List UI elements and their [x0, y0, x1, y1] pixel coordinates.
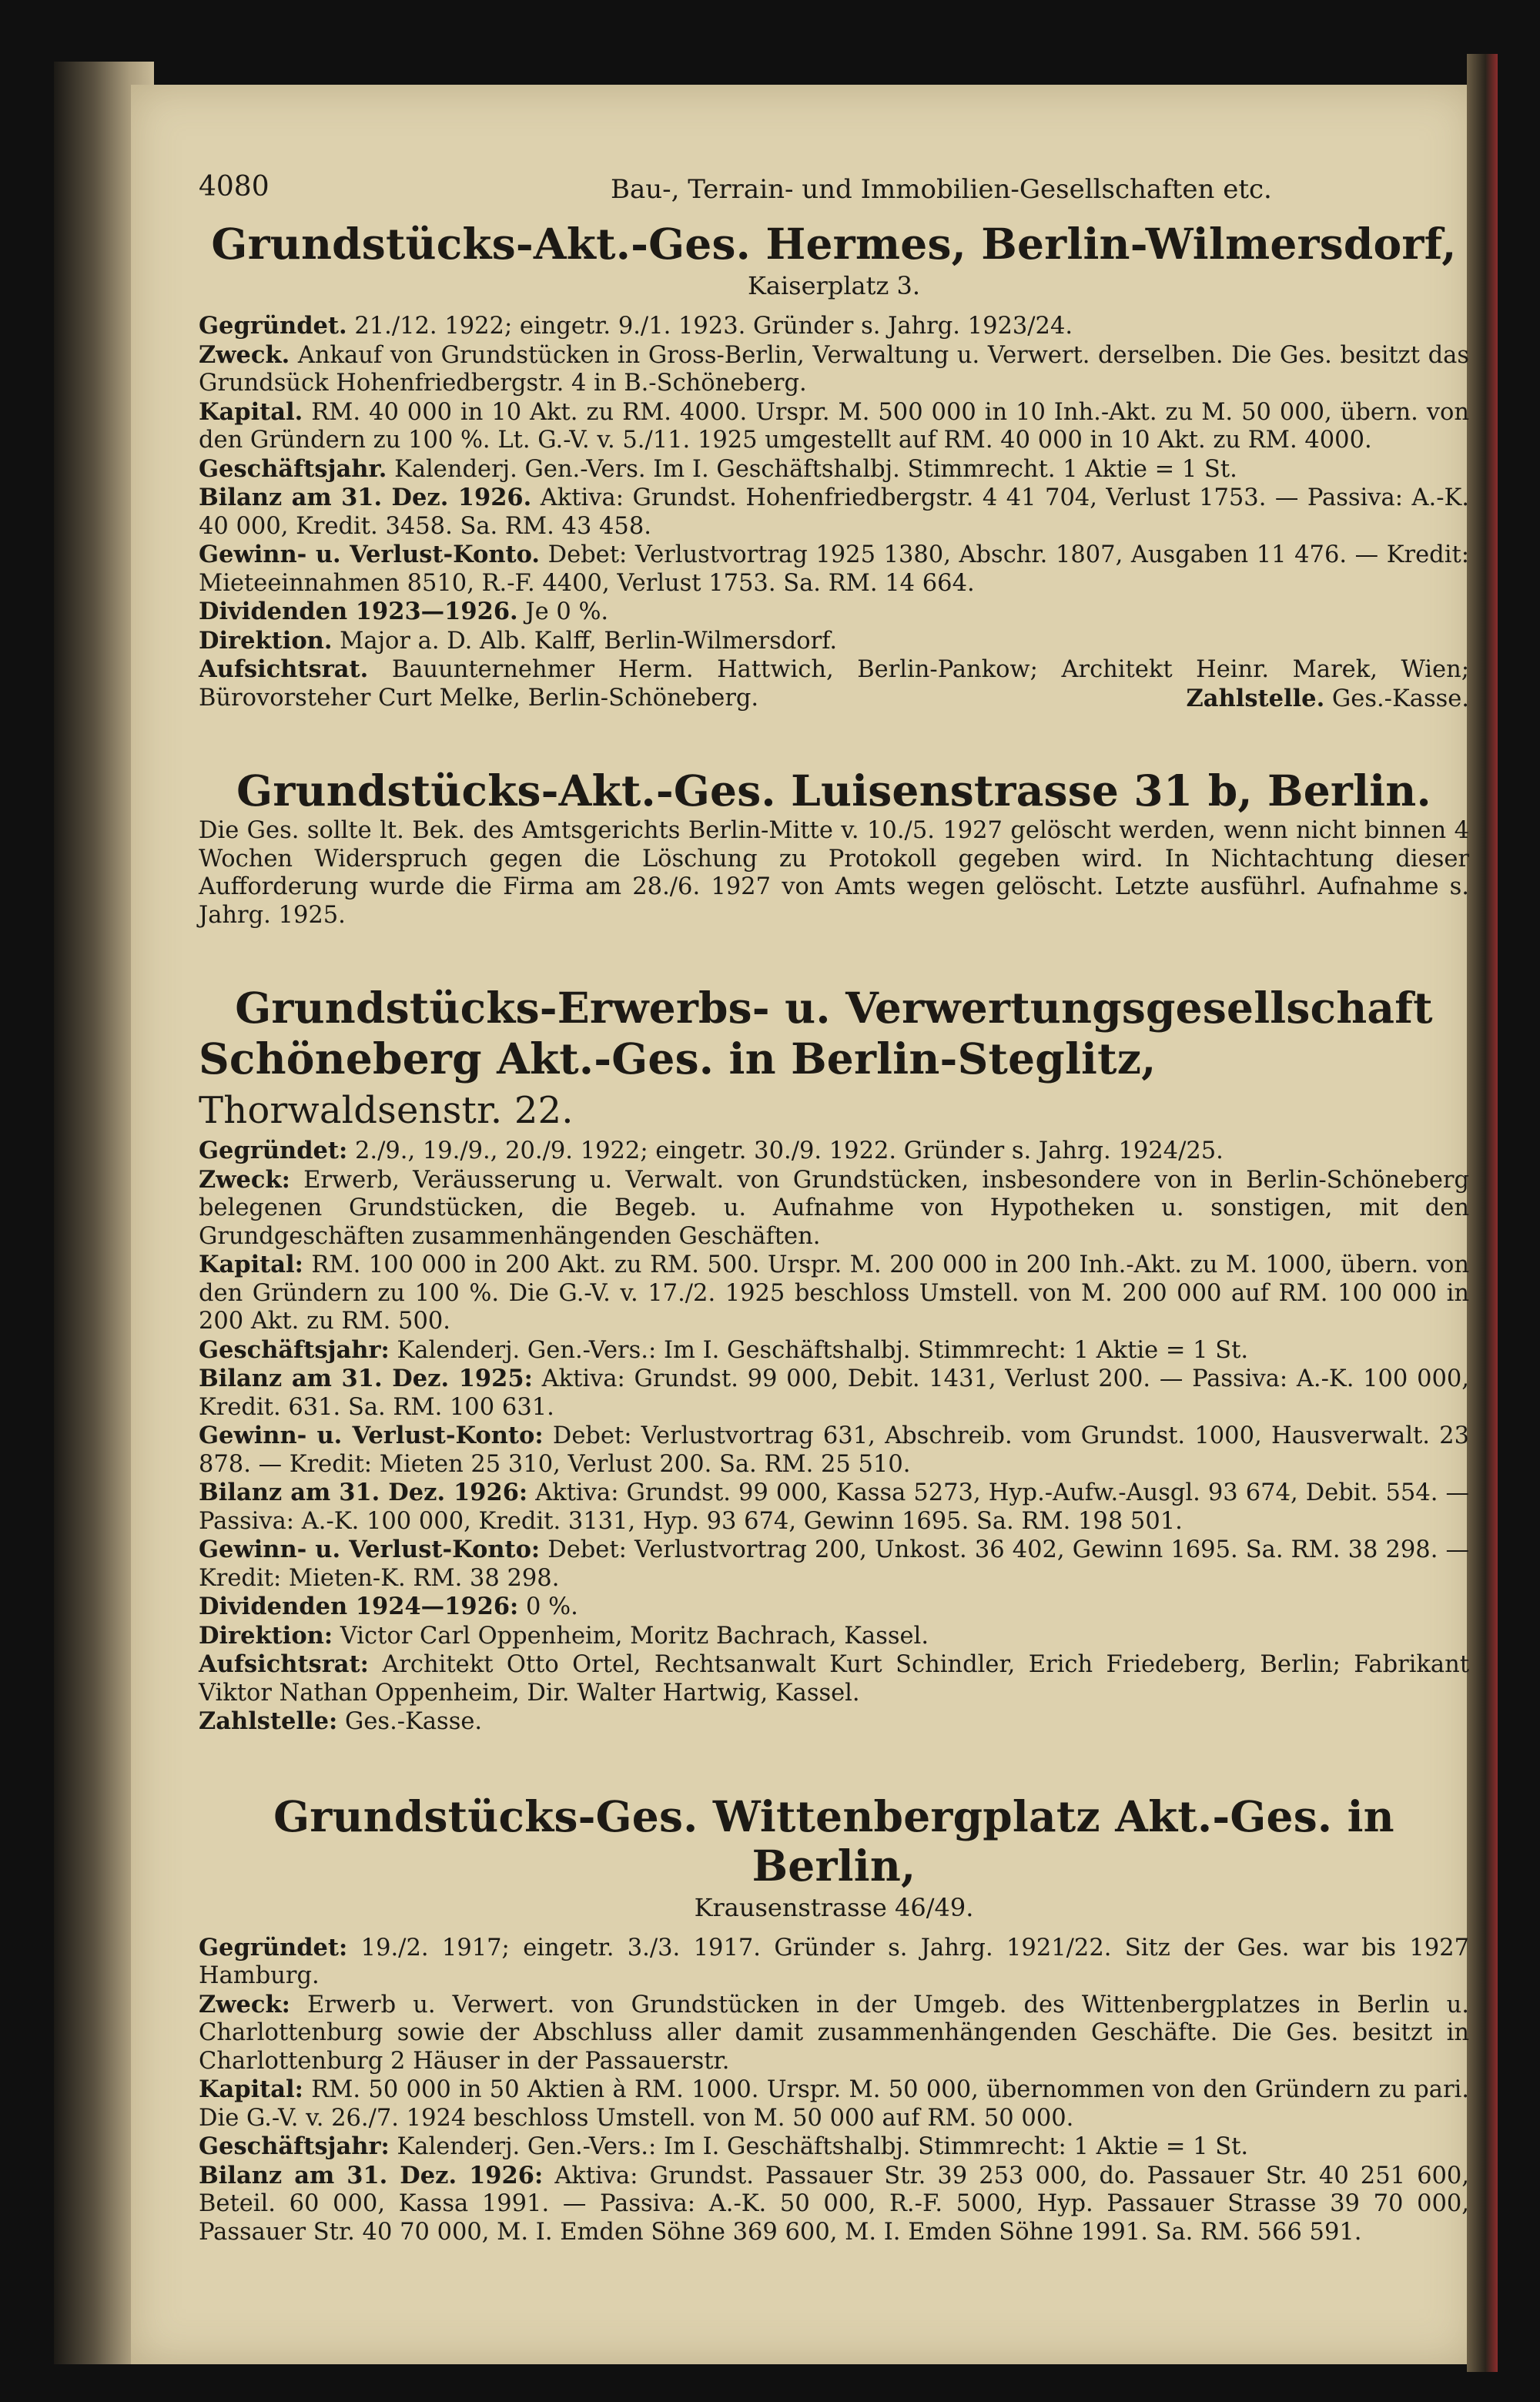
entry-label: Kapital:	[199, 1251, 303, 1278]
company-title: Grundstücks-Akt.-Ges. Hermes, Berlin-Wilmersdorf,	[211, 219, 1457, 269]
entry-dividenden	[199, 598, 1469, 627]
entry-geschaeftsjahr	[199, 455, 1469, 484]
entry-aufsichtsrat	[199, 655, 1469, 712]
entry-text: Aktiva: Grundst. Passauer Str. 39 253 000, do. Passauer Str. 40 251 600, Beteil. 60 000, Kassa 1991. — Passiva: A.-K. 50 000, R.-F. 5000, Hyp. Passauer Strasse 39 70 000, Passauer Str. 40 70 000, M. I. Emden Söhne 369 600, M. I. Emden Söhne 1991. Sa. RM. 566 591.	[199, 2162, 1469, 2246]
company-address: Krausenstrasse 46/49.	[694, 1892, 974, 1922]
entry-loeschung: Die Ges. sollte lt. Bek. des Amtsgerichts Berlin-Mitte v. 10./5. 1927 gelöscht werden, wenn nicht binnen 4 Wochen Widerspruch gegen die Löschung zu Protokoll gegeben wird. In Nichtachtung dieser Aufforderung wurde die Firma am 28./6. 1927 von Amts wegen gelöscht. Letzte ausführl. Aufnahme s. Jahrg. 1925.	[199, 817, 1469, 929]
entry-direktion	[199, 1622, 1469, 1651]
entry-label: Aufsichtsrat:	[199, 1650, 369, 1678]
entry-gegruendet	[199, 312, 1469, 341]
entry-text: Aktiva: Grundst. Hohenfriedbergstr. 4 41 704, Verlust 1753. — Passiva: A.-K. 40 000, Kredit. 3458. Sa. RM. 43 458.	[199, 484, 1469, 540]
company-address: Kaiserplatz 3.	[747, 271, 921, 300]
entry-geschaeftsjahr	[199, 2132, 1469, 2162]
entry-text: Ankauf von Grundstücken in Gross-Berlin, Verwaltung u. Verwert. derselben. Die Ges. besitzt das Grundsück Hohenfriedbergstr. 4 in B.-Schöneberg.	[199, 341, 1469, 397]
company-title-main: Schöneberg Akt.-Ges. in Berlin-Steglitz,	[199, 1033, 1157, 1084]
company-title: Grundstücks-Akt.-Ges. Luisenstrasse 31 b, Berlin.	[236, 765, 1431, 816]
entry-gegruendet	[199, 1934, 1469, 1991]
running-title: Bau-, Terrain- und Immobilien-Gesellschaften etc.	[611, 174, 1272, 205]
entry-text: Victor Carl Oppenheim, Moritz Bachrach, Kassel.	[340, 1622, 929, 1650]
entry-text: Ges.-Kasse.	[1331, 685, 1469, 712]
entry-text: Debet: Verlustvortrag 1925 1380, Abschr. 1807, Ausgaben 11 476. — Kredit: Mieteeinnahmen 8510, R.-F. 4400, Verlust 1753. Sa. RM. 14 664.	[199, 541, 1469, 597]
entry-label: Gegründet.	[199, 312, 347, 340]
entry-kapital	[199, 398, 1469, 455]
entry-label: Gegründet:	[199, 1933, 348, 1961]
zahlstelle	[1187, 685, 1469, 714]
entry-text: RM. 50 000 in 50 Aktien à RM. 1000. Urspr. M. 50 000, übernommen von den Gründern zu pari. Die G.-V. v. 26./7. 1924 beschloss Umstell. von M. 50 000 auf RM. 50 000.	[199, 2076, 1469, 2132]
entry-text: 19./2. 1917; eingetr. 3./3. 1917. Gründer s. Jahrg. 1921/22. Sitz der Ges. war bis 1927 Hamburg.	[199, 1934, 1469, 1989]
entry-bilanz-1925	[199, 1365, 1469, 1422]
entry-label: Direktion:	[199, 1621, 333, 1650]
company-address: Thorwaldsenstr. 22.	[199, 1089, 574, 1132]
entry-label: Geschäftsjahr:	[199, 1335, 390, 1364]
running-header	[199, 173, 1469, 219]
entry-zweck	[199, 341, 1469, 398]
entry-label: Zweck:	[199, 1990, 290, 2018]
entry-label: Zweck.	[199, 340, 290, 369]
entry-text: Kalenderj. Gen.-Vers.: Im I. Geschäftshalbj. Stimmrecht: 1 Aktie = 1 St.	[397, 1336, 1249, 1364]
entry-guv-1926	[199, 1536, 1469, 1593]
entry-label: Bilanz am 31. Dez. 1925:	[199, 1365, 533, 1392]
entry-guv	[199, 541, 1469, 598]
company-hermes	[199, 219, 1469, 712]
company-title-line1: Grundstücks-Erwerbs- u. Verwertungsgesellschaft	[235, 983, 1433, 1033]
entry-label: Zahlstelle:	[199, 1707, 338, 1735]
company-schoeneberg	[199, 983, 1469, 1737]
entry-direktion	[199, 627, 1469, 656]
entry-zweck	[199, 1166, 1469, 1251]
entry-text: Debet: Verlustvortrag 631, Abschreib. vom Grundst. 1000, Hausverwalt. 23 878. — Kredit: Mieten 25 310, Verlust 200. Sa. RM. 25 510.	[199, 1422, 1469, 1478]
entry-text: 2./9., 19./9., 20./9. 1922; eingetr. 30./9. 1922. Gründer s. Jahrg. 1924/25.	[354, 1137, 1224, 1164]
entry-gegruendet	[199, 1137, 1469, 1166]
entry-text: 21./12. 1922; eingetr. 9./1. 1923. Gründer s. Jahrg. 1923/24.	[354, 313, 1073, 340]
entry-bilanz	[199, 484, 1469, 541]
entry-label: Zweck:	[199, 1165, 290, 1194]
entry-label: Gewinn- u. Verlust-Konto.	[199, 541, 541, 568]
entry-text: Erwerb u. Verwert. von Grundstücken in der Umgeb. des Wittenbergplatzes in Berlin u. Charlottenburg sowie der Abschluss aller damit zusammenhängenden Geschäfte. Die Ges. besitzt in Charlottenburg 2 Häuser in der Passauerstr.	[199, 1991, 1470, 2075]
entry-label: Direktion.	[199, 626, 333, 655]
entry-text: Architekt Otto Ortel, Rechtsanwalt Kurt Schindler, Erich Friedeberg, Berlin; Fabrikant Viktor Nathan Oppenheim, Dir. Walter Hartwig, Kassel.	[199, 1651, 1469, 1707]
entry-dividenden	[199, 1593, 1469, 1622]
entry-zahlstelle	[199, 1707, 1469, 1737]
entry-text: Je 0 %.	[525, 598, 609, 625]
entry-label: Aufsichtsrat.	[199, 655, 369, 683]
entry-text: Ges.-Kasse.	[345, 1708, 483, 1735]
company-title-line2	[199, 1034, 1469, 1135]
company-title: Grundstücks-Ges. Wittenbergplatz Akt.-Ges. in Berlin,	[273, 1791, 1394, 1891]
entry-label: Gewinn- u. Verlust-Konto:	[199, 1536, 541, 1563]
entry-text: Kalenderj. Gen.-Vers. Im I. Geschäftshalbj. Stimmrecht. 1 Aktie = 1 St.	[394, 455, 1237, 483]
entry-guv-1925	[199, 1422, 1469, 1479]
page-number: 4080	[199, 171, 270, 203]
entry-bilanz-1926	[199, 1479, 1469, 1536]
entry-label: Dividenden 1923—1926.	[199, 598, 518, 625]
entry-text: Bauunternehmer Herm. Hattwich, Berlin-Pankow; Architekt Heinr. Marek, Wien; Bürovorsteher Curt Melke, Berlin-Schöneberg.	[199, 656, 1469, 712]
entry-aufsichtsrat	[199, 1650, 1469, 1707]
entry-text: Aktiva: Grundst. 99 000, Kassa 5273, Hyp.-Aufw.-Ausgl. 93 674, Debit. 554. — Passiva: A.-K. 100 000, Kredit. 3131, Hyp. 93 674, Gewinn 1695. Sa. RM. 198 501.	[199, 1479, 1469, 1535]
page-content	[199, 173, 1469, 2246]
entry-label: Gegründet:	[199, 1137, 348, 1164]
entry-label: Kapital.	[199, 397, 303, 426]
entry-label: Dividenden 1924—1926:	[199, 1593, 519, 1620]
entry-label: Bilanz am 31. Dez. 1926.	[199, 484, 532, 511]
entry-geschaeftsjahr	[199, 1336, 1469, 1365]
entry-text: Aktiva: Grundst. 99 000, Debit. 1431, Verlust 200. — Passiva: A.-K. 100 000, Kredit. 631. Sa. RM. 100 631.	[199, 1365, 1469, 1421]
entry-text: RM. 100 000 in 200 Akt. zu RM. 500. Urspr. M. 200 000 in 200 Inh.-Akt. zu M. 1000, übern. von den Gründern zu 100 %. Die G.-V. v. 17./2. 1925 beschloss Umstell. von M. 200 000 auf RM. 100 000 in 200 Akt. zu RM. 500.	[199, 1251, 1469, 1335]
entry-bilanz	[199, 2162, 1469, 2247]
entry-text: 0 %.	[526, 1593, 578, 1620]
company-luisenstrasse	[199, 766, 1469, 930]
entry-text: Debet: Verlustvortrag 200, Unkost. 36 402, Gewinn 1695. Sa. RM. 38 298. — Kredit: Mieten-K. RM. 38 298.	[199, 1536, 1469, 1592]
company-wittenbergplatz	[199, 1792, 1469, 2247]
entry-label: Kapital:	[199, 2075, 303, 2103]
entry-label: Zahlstelle.	[1186, 684, 1325, 712]
entry-label: Geschäftsjahr:	[199, 2132, 390, 2160]
entry-kapital	[199, 2075, 1469, 2132]
entry-label: Bilanz am 31. Dez. 1926:	[199, 1479, 528, 1506]
entry-text: Kalenderj. Gen.-Vers.: Im I. Geschäftshalbj. Stimmrecht: 1 Aktie = 1 St.	[397, 2133, 1249, 2160]
entry-kapital	[199, 1251, 1469, 1336]
entry-label: Geschäftsjahr.	[199, 454, 387, 483]
entry-text: Erwerb, Veräusserung u. Verwalt. von Grundstücken, insbesondere von in Berlin-Schöneberg belegenen Grundstücken, die Begeb. u. Aufnahme von Hypotheken u. sonstigen, mit den Grundgeschäften zusammenhängenden Geschäften.	[199, 1166, 1469, 1250]
entry-text: RM. 40 000 in 10 Akt. zu RM. 4000. Urspr. M. 500 000 in 10 Inh.-Akt. zu M. 50 000, übern. von den Gründern zu 100 %. Lt. G.-V. v. 5./11. 1925 umgestellt auf RM. 40 000 in 10 Akt. zu RM. 4000.	[199, 398, 1469, 454]
entry-label: Bilanz am 31. Dez. 1926:	[199, 2161, 544, 2189]
entry-zweck	[199, 1991, 1469, 2076]
book-edge-right	[1467, 54, 1498, 2372]
entry-label: Gewinn- u. Verlust-Konto:	[199, 1422, 544, 1449]
entry-text: Major a. D. Alb. Kalff, Berlin-Wilmersdorf.	[340, 627, 838, 655]
